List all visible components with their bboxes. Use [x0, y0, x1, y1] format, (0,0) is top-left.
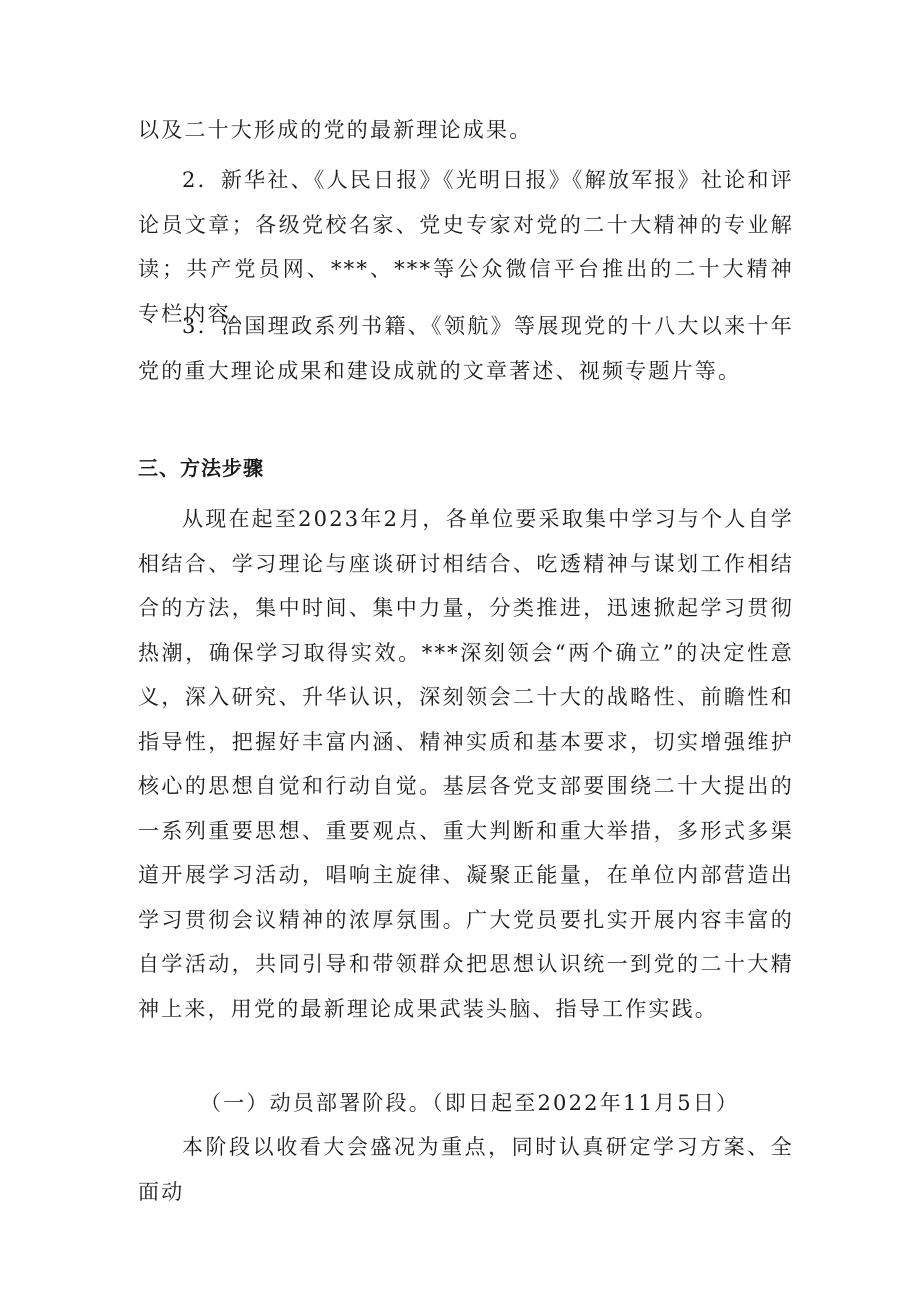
stage-1-text: 本阶段以收看大会盛况为重点，同时认真研定学习方案、全面动	[138, 1135, 794, 1204]
paragraph-methods-intro: 从现在起至2023年2月，各单位要采取集中学习与个人自学相结合、学习理论与座谈研讨相结合、吃透精神与谋划工作相结合的方法，集中时间、集中力量，分类推进，迅速掀起学习贯彻热潮，确保学习取得实效。***深刻领会“两个确立”的决定性意义，深入研究、升华认识，深刻领会二十大的战略性、前瞻性和指导性，把握好丰富内涵、精神实质和基本要求，切实增强维护核心的思想自觉和行动自觉。基层各党支部要围绕二十大提出的一系列重要思想、重要观点、重大判断和重大举措，多形式多渠道开展学习活动，唱响主旋律、凝聚正能量，在单位内部营造出学习贯彻会议精神的浓厚氛围。广大党员要扎实开展内容丰富的自学活动，共同引导和带领群众把思想认识统一到党的二十大精神上来，用党的最新理论成果武装头脑、指导工作实践。	[138, 507, 794, 1021]
paragraph-item-3: 3．治国理政系列书籍、《领航》等展现党的十八大以来十年党的重大理论成果和建设成就的文章著述、视频专题片等。	[138, 314, 794, 383]
paragraph-item-2: 2．新华社、《人民日报》《光明日报》《解放军报》社论和评论员文章；各级党校名家、党史专家对党的二十大精神的专业解读；共产党员网、***、***等公众微信平台推出的二十大精神专栏内容。	[138, 168, 794, 326]
paragraph-continuation: 以及二十大形成的党的最新理论成果。	[138, 118, 533, 142]
stage-1-title: （一）动员部署阶段。（即日起至2022年11月5日）	[200, 1091, 740, 1115]
section-heading-methods: 三、方法步骤	[138, 456, 264, 480]
